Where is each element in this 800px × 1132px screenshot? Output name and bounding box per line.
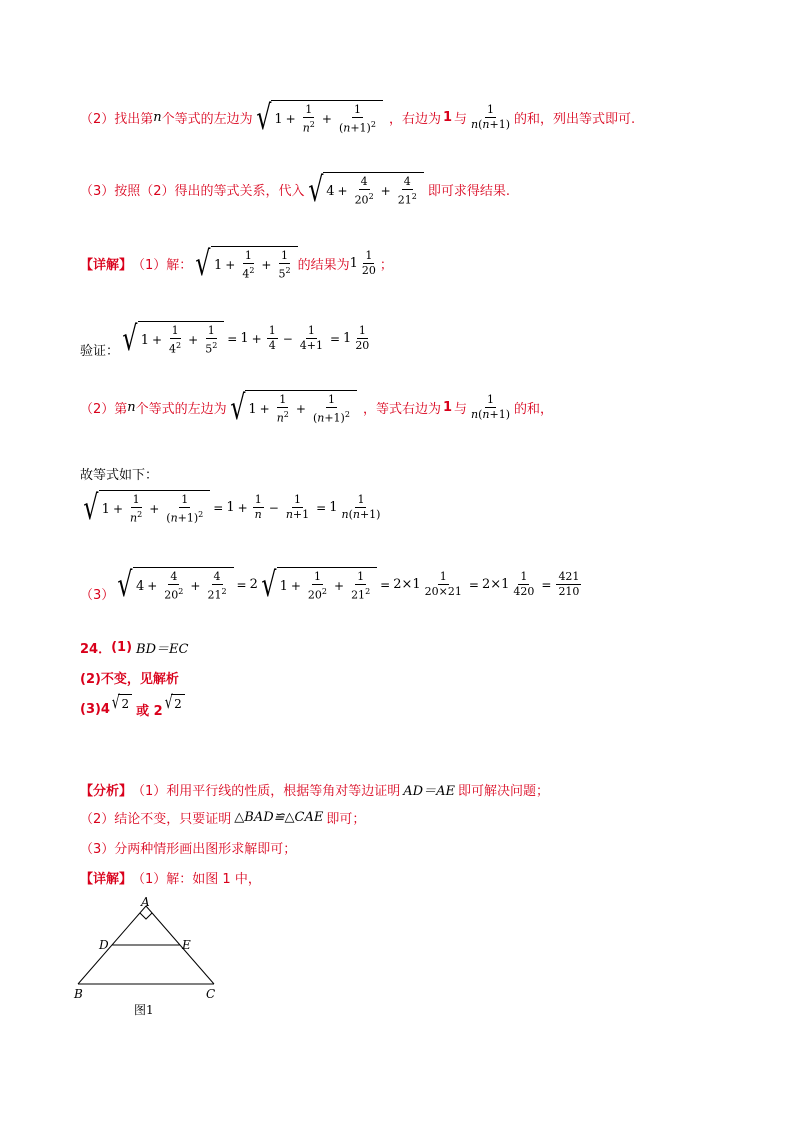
- part2-mid1: 个等式的左边为: [161, 112, 253, 128]
- verify-label: 验证：: [80, 344, 120, 359]
- detail2-yu: 与: [454, 402, 468, 418]
- q24-a1: BD＝EC: [136, 642, 189, 657]
- analysis-line1-post: 即可解决问题；: [458, 784, 550, 799]
- label-d: D: [99, 938, 109, 952]
- detail1-end: ；: [379, 258, 393, 274]
- part3-suffix: 即可求得结果.: [427, 184, 510, 200]
- q24-a3-mid: 或 2: [136, 704, 163, 719]
- part2-n: n: [153, 110, 162, 126]
- sqrt-4-4-20-4-21: √ 4 + $\frac{4}{20^2}$ + $\frac{4}{21^2}$: [305, 172, 424, 208]
- detail2-n: n: [127, 400, 136, 416]
- detail2-frac: $\frac{1}{n(n+1)}$: [471, 393, 511, 422]
- detail2-mid2: ，等式右边为: [362, 402, 441, 418]
- analysis-line3: （3）分两种情形画出图形求解即可；: [80, 842, 297, 857]
- analysis-line2-pre: （2）结论不变，只要证明: [80, 812, 232, 827]
- detail1-prefix: （1）解：: [132, 258, 193, 274]
- detail2-mid1: 个等式的左边为: [135, 402, 227, 418]
- analysis-line2-math: △BAD≌△CAE: [234, 810, 324, 825]
- part2-mid2: ，右边为: [388, 112, 441, 128]
- q24-a3-prefix: (3)4: [80, 702, 110, 717]
- detail1: [80, 243, 393, 284]
- detail2-suffix: 的和，: [514, 402, 554, 418]
- analysis-label: 【分析】: [80, 784, 133, 799]
- detail3-equation: √ 4 + $\frac{4}{20^2}$ + $\frac{4}{21^2}$ = 2 √ 1 + $\frac{1}{20^2}$ + $\frac{1}{21^2}$ = 2×1 $\frac{1}{20\times 21}$ = 2×1 $\frac{1}{420}$ = $\frac{421}{210}$: [117, 564, 580, 605]
- detail24-label: 【详解】: [80, 872, 133, 887]
- analysis-line1: [80, 780, 549, 799]
- detail1-label: 【详解】: [80, 258, 133, 274]
- q24-sqrt2-a: √ 2: [110, 694, 132, 712]
- verify-equation: √ 1 + $\frac{1}{4^2}$ + $\frac{1}{5^2}$ = 1 + $\frac{1}{4}$ − $\frac{1}{4+1}$ = 1 $\frac{1}{20}$: [122, 318, 370, 359]
- q24-sqrt2-b: √ 2: [163, 694, 185, 712]
- detail3-label: （3）: [80, 588, 115, 603]
- label-c: C: [206, 987, 216, 1001]
- q24-a1-prefix: (1): [111, 640, 133, 655]
- detail1-result: 1 $\frac{1}{20}$: [349, 249, 376, 278]
- figure-caption: 图1: [134, 1003, 154, 1017]
- q24-answer2: (2)不变，见解析: [80, 672, 179, 687]
- detail3: [80, 566, 583, 603]
- q24-answer3: [80, 691, 185, 719]
- part3-prefix: （3）按照（2）得出的等式关系，代入: [80, 184, 305, 200]
- detail24-text: （1）解：如图 1 中，: [132, 872, 261, 887]
- detail2-sqrt: √ 1 + $\frac{1}{n^2}$ + $\frac{1}{(n+1)^2}$: [227, 390, 357, 426]
- part2-hint: [80, 97, 636, 138]
- general-equation: √ 1 + $\frac{1}{n^2}$ + $\frac{1}{(n+1)^2}$ = 1 + $\frac{1}{n}$ − $\frac{1}{n+1}$ = 1 $\frac{1}{n(n+1)}$: [83, 487, 381, 528]
- detail1-mid: 的结果为: [297, 258, 350, 274]
- therefore-text: 故等式如下：: [80, 468, 159, 483]
- analysis-line2-post: 即可；: [326, 812, 366, 827]
- label-b: B: [74, 987, 83, 1001]
- sqrt-1-1-4-1-5: √ 1 + $\frac{1}{4^2}$ + $\frac{1}{5^2}$: [192, 246, 297, 282]
- frac-1-nn1: $\frac{1}{n(n+1)}$: [471, 103, 511, 132]
- right-angle-mark: [140, 913, 152, 919]
- part2-suffix: 的和，列出等式即可.: [514, 112, 636, 128]
- part3-hint: [80, 169, 510, 210]
- detail2: [80, 387, 554, 428]
- q24-answer1: [80, 638, 188, 657]
- sqrt-1-1n2-1n12: √ 1 + $\frac{1}{n^2}$ + $\frac{1}{(n+1)^2}$: [253, 100, 383, 136]
- label-a: A: [141, 895, 150, 909]
- part2-yu: 与: [454, 112, 468, 128]
- label-e: E: [182, 938, 191, 952]
- detail2-prefix: （2）第: [80, 402, 128, 418]
- q24-number: 24．: [80, 642, 112, 657]
- detail2-one: 1: [442, 400, 452, 416]
- analysis-line2: [80, 808, 365, 827]
- figure-1: [66, 894, 246, 1024]
- detail24: [80, 868, 261, 887]
- part2-one: 1: [442, 110, 452, 126]
- analysis-line1-math: AD＝AE: [403, 784, 455, 799]
- analysis-line1-pre: （1）利用平行线的性质，根据等角对等边证明: [132, 784, 401, 799]
- verify-line: [80, 318, 373, 359]
- part2-prefix: （2）找出第: [80, 112, 154, 128]
